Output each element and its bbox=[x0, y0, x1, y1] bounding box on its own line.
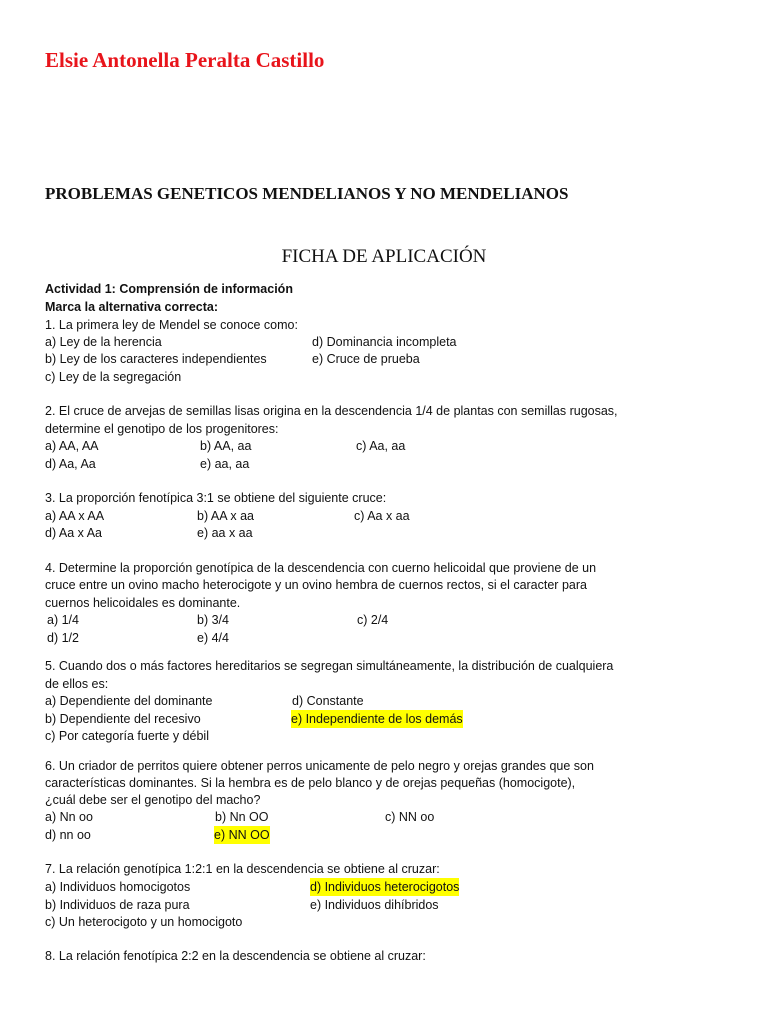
question-2-stem: 2. El cruce de arvejas de semillas lisas origina en la descendencia 1/4 de plantas con semillas rugosas, bbox=[45, 404, 618, 418]
question-6-option-a: a) Nn oo bbox=[45, 810, 93, 824]
activity-heading: Actividad 1: Comprensión de información bbox=[45, 282, 293, 296]
activity-instruction: Marca la alternativa correcta: bbox=[45, 300, 219, 314]
question-4-option-c: c) 2/4 bbox=[357, 613, 389, 627]
question-2-option-d: d) Aa, Aa bbox=[45, 457, 96, 471]
question-6-option-e-highlighted: e) NN OO bbox=[214, 828, 270, 842]
question-5-option-a: a) Dependiente del dominante bbox=[45, 694, 213, 708]
question-7-stem: 7. La relación genotípica 1:2:1 en la descendencia se obtiene al cruzar: bbox=[45, 862, 440, 876]
question-7-option-c: c) Un heterocigoto y un homocigoto bbox=[45, 915, 243, 929]
question-1-option-e: e) Cruce de prueba bbox=[312, 352, 420, 366]
question-4-stem: cruce entre un ovino macho heterocigote y un ovino hembra de cuernos rectos, si el caracter para bbox=[45, 578, 587, 592]
question-8-stem: 8. La relación fenotípica 2:2 en la descendencia se obtiene al cruzar: bbox=[45, 949, 426, 963]
question-4-option-d: d) 1/2 bbox=[47, 631, 79, 645]
question-1-stem: 1. La primera ley de Mendel se conoce como: bbox=[45, 318, 298, 332]
question-2-option-e: e) aa, aa bbox=[200, 457, 250, 471]
question-7-option-e: e) Individuos dihíbridos bbox=[310, 898, 439, 912]
question-1-option-a: a) Ley de la herencia bbox=[45, 335, 162, 349]
question-6-stem: 6. Un criador de perritos quiere obtener perros unicamente de pelo negro y orejas grandes que son bbox=[45, 759, 594, 773]
question-3-option-c: c) Aa x aa bbox=[354, 509, 410, 523]
question-3-stem: 3. La proporción fenotípica 3:1 se obtiene del siguiente cruce: bbox=[45, 491, 387, 505]
question-6-option-d: d) nn oo bbox=[45, 828, 91, 842]
question-5-stem: 5. Cuando dos o más factores hereditarios se segregan simultáneamente, la distribución de cualquiera bbox=[45, 659, 614, 673]
question-4-option-b: b) 3/4 bbox=[197, 613, 229, 627]
question-7-option-d-highlighted: d) Individuos heterocigotos bbox=[310, 880, 460, 894]
question-5-stem: de ellos es: bbox=[45, 677, 109, 691]
question-4-option-a: a) 1/4 bbox=[47, 613, 79, 627]
question-5-option-b: b) Dependiente del recesivo bbox=[45, 712, 201, 726]
document-title: PROBLEMAS GENETICOS MENDELIANOS Y NO MENDELIANOS bbox=[45, 184, 569, 203]
question-4-stem: cuernos helicoidales es dominante. bbox=[45, 596, 241, 610]
question-2-option-c: c) Aa, aa bbox=[356, 439, 406, 453]
question-6-stem: ¿cuál debe ser el genotipo del macho? bbox=[45, 793, 261, 807]
question-4-option-e: e) 4/4 bbox=[197, 631, 229, 645]
question-1-option-b: b) Ley de los caracteres independientes bbox=[45, 352, 267, 366]
author-name: Elsie Antonella Peralta Castillo bbox=[45, 48, 325, 72]
question-7-option-a: a) Individuos homocigotos bbox=[45, 880, 191, 894]
question-6-option-b: b) Nn OO bbox=[215, 810, 269, 824]
question-6-stem: características dominantes. Si la hembra es de pelo blanco y de orejas pequeñas (homocigote), bbox=[45, 776, 576, 790]
question-2-option-b: b) AA, aa bbox=[200, 439, 252, 453]
question-4-stem: 4. Determine la proporción genotípica de la descendencia con cuerno helicoidal que proviene de un bbox=[45, 561, 597, 575]
question-1-option-c: c) Ley de la segregación bbox=[45, 370, 182, 384]
question-2-stem: determine el genotipo de los progenitores: bbox=[45, 422, 279, 436]
question-2-option-a: a) AA, AA bbox=[45, 439, 99, 453]
question-3-option-d: d) Aa x Aa bbox=[45, 526, 102, 540]
question-3-option-b: b) AA x aa bbox=[197, 509, 254, 523]
question-1-option-d: d) Dominancia incompleta bbox=[312, 335, 457, 349]
question-5-option-c: c) Por categoría fuerte y débil bbox=[45, 729, 209, 743]
question-5-option-e-highlighted: e) Independiente de los demás bbox=[291, 712, 463, 726]
question-7-option-b: b) Individuos de raza pura bbox=[45, 898, 190, 912]
question-5-option-d: d) Constante bbox=[292, 694, 364, 708]
question-3-option-a: a) AA x AA bbox=[45, 509, 105, 523]
question-3-option-e: e) aa x aa bbox=[197, 526, 253, 540]
question-6-option-c: c) NN oo bbox=[385, 810, 435, 824]
document-subtitle: FICHA DE APLICACIÓN bbox=[281, 246, 487, 267]
